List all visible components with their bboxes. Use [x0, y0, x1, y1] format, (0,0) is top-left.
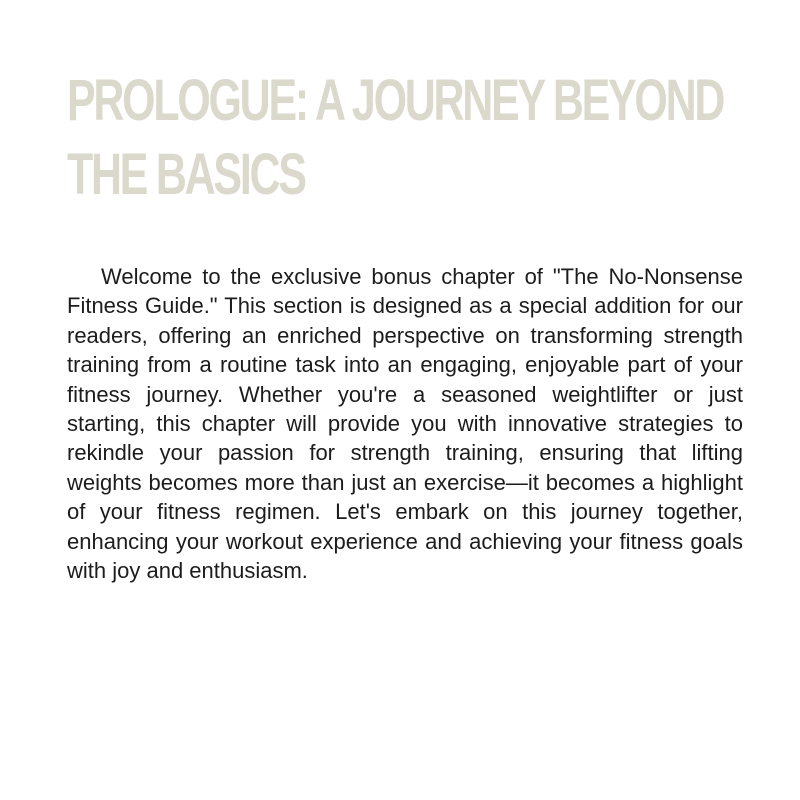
- chapter-title: PROLOGUE: A JOURNEY BEYOND THE BASICS: [67, 68, 724, 207]
- chapter-body-paragraph: Welcome to the exclusive bonus chapter of "The No-Nonsense Fitness Guide." This section is designed as a special addition for our readers, offering an enriched perspective on transforming strength training from a routine task into an engaging, enjoyable part of your fitness journey. Whether you're a seasoned weightlifter or just starting, this chapter will provide you with innovative strategies to rekindle your passion for strength training, ensuring that lifting weights becomes more than just an exercise—it becomes a highlight of your fitness regimen. Let's embark on this journey together, enhancing your workout experience and achieving your fitness goals with joy and enthusiasm.: [67, 264, 743, 584]
